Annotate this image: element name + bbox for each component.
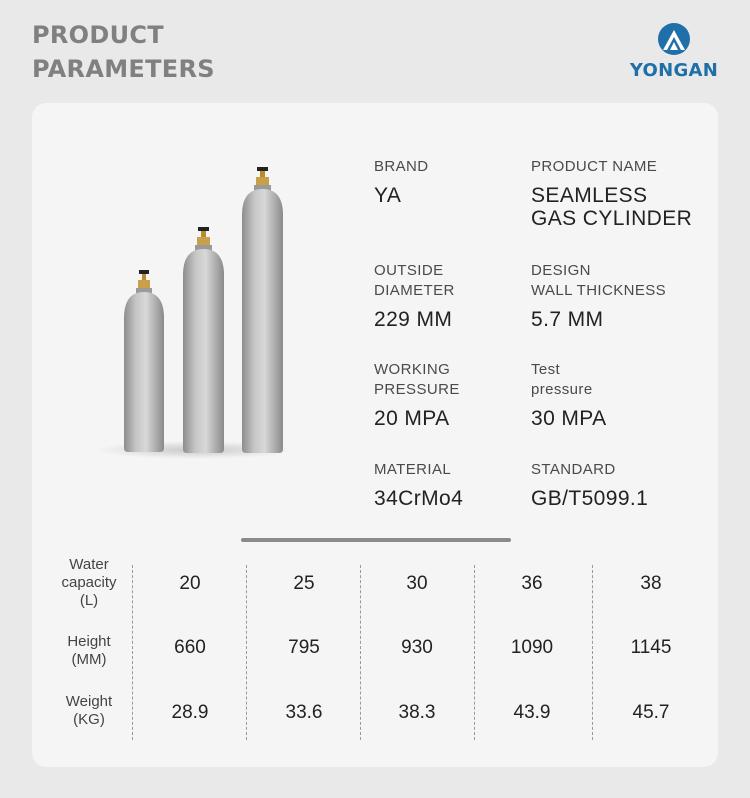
spec-product-name bbox=[531, 157, 692, 230]
spec-value: 5.7 MM bbox=[531, 308, 604, 331]
table-cell: 1145 bbox=[630, 637, 672, 658]
table-cell: 30 bbox=[406, 573, 428, 594]
spec-test-pressure bbox=[531, 360, 607, 430]
row-label-water-capacity: Water capacity (L) bbox=[61, 556, 117, 609]
spec-label: DESIGN WALL THICKNESS bbox=[531, 262, 667, 299]
table-cell: 930 bbox=[401, 637, 433, 658]
spec-wall-thickness bbox=[531, 261, 666, 331]
section-divider bbox=[241, 538, 511, 542]
table-cell: 660 bbox=[174, 637, 206, 658]
table-cell: 43.9 bbox=[513, 702, 551, 723]
table-cell: 38.3 bbox=[398, 702, 436, 723]
spec-working-pressure bbox=[374, 360, 460, 430]
logo-text: YONGAN bbox=[629, 60, 719, 81]
spec-brand bbox=[374, 157, 429, 207]
spec-label: STANDARD bbox=[531, 461, 616, 478]
spec-label: MATERIAL bbox=[374, 461, 452, 478]
table-cell: 28.9 bbox=[171, 702, 209, 723]
spec-material bbox=[374, 460, 463, 510]
spec-value: 20 MPA bbox=[374, 407, 450, 430]
spec-value: YA bbox=[374, 184, 402, 207]
page-title bbox=[32, 18, 215, 86]
cylinder-medium-image bbox=[181, 225, 226, 455]
column-separator bbox=[592, 565, 593, 740]
title-line-1: PRODUCT bbox=[32, 21, 164, 49]
spec-label: Test pressure bbox=[531, 361, 593, 398]
cylinder-large-image bbox=[240, 165, 285, 455]
spec-label: PRODUCT NAME bbox=[531, 158, 658, 175]
row-label-height: Height (MM) bbox=[67, 633, 111, 668]
cylinder-small-image bbox=[122, 268, 166, 454]
brand-logo bbox=[626, 22, 722, 86]
table-cell: 33.6 bbox=[285, 702, 323, 723]
table-cell: 45.7 bbox=[632, 702, 670, 723]
spec-value: 229 MM bbox=[374, 308, 453, 331]
spec-value: GB/T5099.1 bbox=[531, 487, 649, 510]
title-line-2: PARAMETERS bbox=[32, 55, 215, 83]
table-cell: 25 bbox=[293, 573, 315, 594]
table-cell: 36 bbox=[521, 573, 543, 594]
spec-value: 34CrMo4 bbox=[374, 487, 464, 510]
table-cell: 38 bbox=[640, 573, 662, 594]
table-cell: 1090 bbox=[510, 637, 554, 658]
table-cell: 20 bbox=[179, 573, 201, 594]
spec-label: BRAND bbox=[374, 158, 429, 175]
spec-standard bbox=[531, 460, 648, 510]
yongan-logo-icon bbox=[657, 22, 691, 56]
spec-label: WORKING PRESSURE bbox=[374, 361, 460, 398]
spec-outside-diameter bbox=[374, 261, 455, 331]
spec-value: SEAMLESS GAS CYLINDER bbox=[531, 184, 693, 230]
spec-value: 30 MPA bbox=[531, 407, 607, 430]
table-cell: 795 bbox=[288, 637, 320, 658]
spec-label: OUTSIDE DIAMETER bbox=[374, 262, 455, 299]
row-label-weight: Weight (KG) bbox=[65, 693, 113, 728]
